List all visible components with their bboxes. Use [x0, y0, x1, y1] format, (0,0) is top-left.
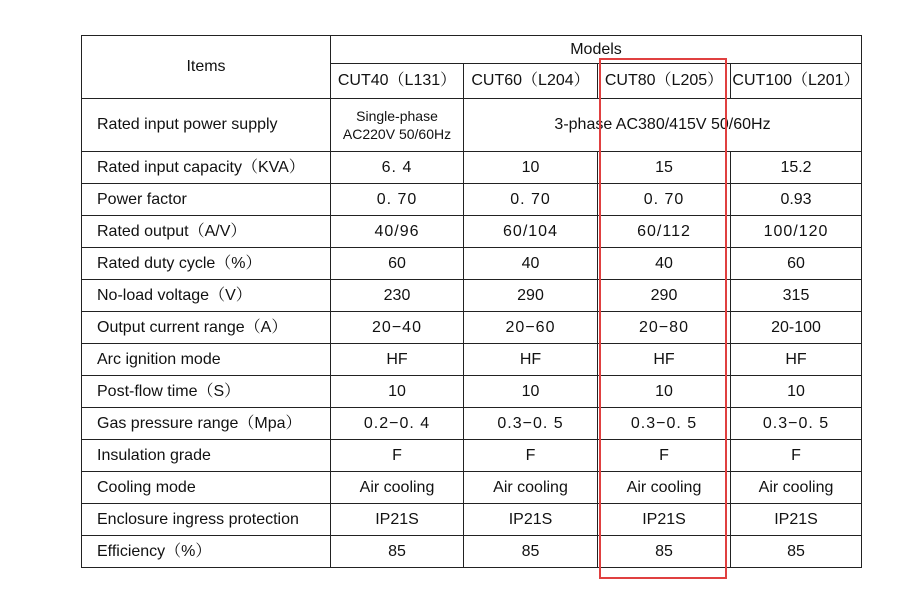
- value-cell: Air cooling: [598, 472, 731, 504]
- value-cell: IP21S: [731, 504, 862, 536]
- value-cell: 0.93: [731, 184, 862, 216]
- value-cell: F: [731, 440, 862, 472]
- value-cell: 20−80: [598, 312, 731, 344]
- value-cell: 290: [464, 280, 598, 312]
- model-name-cell: CUT80（L205）: [598, 64, 731, 99]
- value-cell: 315: [731, 280, 862, 312]
- spec-table: [81, 35, 862, 568]
- value-cell: 6. 4: [331, 152, 464, 184]
- value-cell: IP21S: [598, 504, 731, 536]
- row-label: Rated duty cycle（%）: [82, 248, 331, 280]
- header-row-models: [82, 36, 862, 64]
- model-name-cell: CUT60（L204）: [464, 64, 598, 99]
- value-cell: Air cooling: [464, 472, 598, 504]
- value-cell: HF: [331, 344, 464, 376]
- value-cell: F: [331, 440, 464, 472]
- row-label: Post-flow time（S）: [82, 376, 331, 408]
- table-row: [82, 504, 862, 536]
- value-cell: 0.3−0. 5: [464, 408, 598, 440]
- value-cell: 20−60: [464, 312, 598, 344]
- value-cell: 60/112: [598, 216, 731, 248]
- value-cell: 40/96: [331, 216, 464, 248]
- row-label: No-load voltage（V）: [82, 280, 331, 312]
- value-cell: 100/120: [731, 216, 862, 248]
- row-label: Rated input power supply: [82, 99, 331, 152]
- value-cell: 0. 70: [464, 184, 598, 216]
- table-row: [82, 184, 862, 216]
- table-row: [82, 408, 862, 440]
- value-cell: F: [464, 440, 598, 472]
- value-cell: 60: [331, 248, 464, 280]
- value-cell: 0.2−0. 4: [331, 408, 464, 440]
- table-row: [82, 344, 862, 376]
- row-label: Cooling mode: [82, 472, 331, 504]
- value-cell: 60: [731, 248, 862, 280]
- value-cell: 0. 70: [331, 184, 464, 216]
- model-name-cell: CUT40（L131）: [331, 64, 464, 99]
- row-label: Enclosure ingress protection: [82, 504, 331, 536]
- value-cell: HF: [598, 344, 731, 376]
- value-cell: 0.3−0. 5: [731, 408, 862, 440]
- supply-three-phase-cell: 3-phase AC380/415V 50/60Hz: [464, 99, 862, 152]
- supply-single-phase-line2: AC220V 50/60Hz: [342, 126, 452, 142]
- value-cell: IP21S: [464, 504, 598, 536]
- table-row: [82, 376, 862, 408]
- row-label: Rated output（A/V）: [82, 216, 331, 248]
- row-label: Efficiency（%）: [82, 536, 331, 568]
- value-cell: F: [598, 440, 731, 472]
- table-row: [82, 216, 862, 248]
- models-header: Models: [331, 36, 862, 64]
- value-cell: 10: [731, 376, 862, 408]
- value-cell: 85: [598, 536, 731, 568]
- table-row: [82, 152, 862, 184]
- row-label: Rated input capacity（KVA）: [82, 152, 331, 184]
- row-label: Gas pressure range（Mpa）: [82, 408, 331, 440]
- value-cell: 60/104: [464, 216, 598, 248]
- row-label: Arc ignition mode: [82, 344, 331, 376]
- table-row: [82, 536, 862, 568]
- supply-single-phase-line1: Single-phase: [356, 107, 438, 124]
- row-label: Power factor: [82, 184, 331, 216]
- table-row-power-supply: [82, 99, 862, 152]
- value-cell: Air cooling: [731, 472, 862, 504]
- value-cell: HF: [731, 344, 862, 376]
- model-name-cell: CUT100（L201）: [731, 64, 862, 99]
- value-cell: 10: [464, 376, 598, 408]
- value-cell: 15.2: [731, 152, 862, 184]
- value-cell: 0.3−0. 5: [598, 408, 731, 440]
- table-row: [82, 440, 862, 472]
- value-cell: 85: [464, 536, 598, 568]
- value-cell: 20-100: [731, 312, 862, 344]
- value-cell: 10: [464, 152, 598, 184]
- value-cell: 85: [331, 536, 464, 568]
- row-label: Insulation grade: [82, 440, 331, 472]
- table-row: [82, 248, 862, 280]
- value-cell: HF: [464, 344, 598, 376]
- value-cell: 85: [731, 536, 862, 568]
- value-cell: 40: [598, 248, 731, 280]
- value-cell: 40: [464, 248, 598, 280]
- row-label: Output current range（A）: [82, 312, 331, 344]
- supply-single-phase-cell: [331, 99, 464, 152]
- items-header: Items: [82, 36, 331, 99]
- value-cell: 10: [598, 376, 731, 408]
- table-row: [82, 312, 862, 344]
- value-cell: IP21S: [331, 504, 464, 536]
- value-cell: Air cooling: [331, 472, 464, 504]
- value-cell: 10: [331, 376, 464, 408]
- value-cell: 230: [331, 280, 464, 312]
- table-row: [82, 280, 862, 312]
- value-cell: 20−40: [331, 312, 464, 344]
- value-cell: 0. 70: [598, 184, 731, 216]
- table-row: [82, 472, 862, 504]
- value-cell: 15: [598, 152, 731, 184]
- value-cell: 290: [598, 280, 731, 312]
